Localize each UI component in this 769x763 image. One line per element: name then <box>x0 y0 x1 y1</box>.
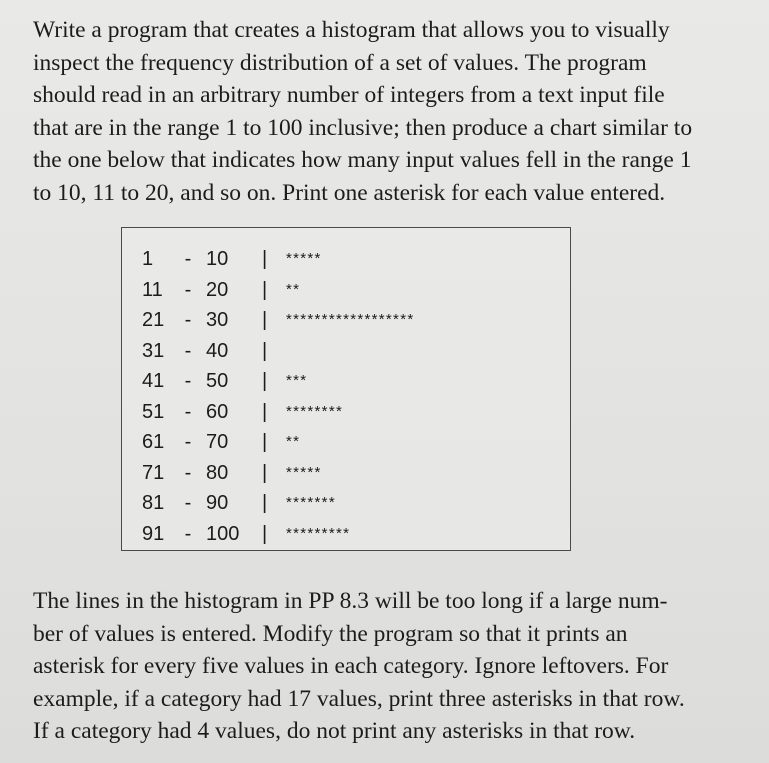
bar-separator: | <box>262 309 268 331</box>
asterisk-bar: ***** <box>286 463 322 481</box>
range-separator: - <box>184 370 192 392</box>
bar-separator: | <box>262 370 268 392</box>
bar-separator: | <box>262 339 268 362</box>
histogram-row <box>122 244 570 274</box>
asterisk-bar: ****************** <box>286 311 415 328</box>
exercise-paragraph <box>33 585 685 748</box>
histogram-row <box>122 336 570 366</box>
asterisk-bar: ** <box>286 433 301 450</box>
bar-separator: | <box>262 400 268 423</box>
range-high: 60 <box>206 400 229 423</box>
range-high: 90 <box>206 492 229 514</box>
asterisk-bar: ***** <box>286 250 322 267</box>
bar-separator: | <box>262 431 268 453</box>
range-separator: - <box>184 522 192 545</box>
exercise-line: example, if a category had 17 values, print three asterisks in that row. <box>33 685 685 712</box>
histogram-row <box>122 275 570 305</box>
bar-separator: | <box>262 278 268 301</box>
range-high: 80 <box>206 461 229 484</box>
range-high: 50 <box>206 370 229 392</box>
range-low: 11 <box>142 278 163 301</box>
range-low: 21 <box>142 309 165 331</box>
intro-line: the one below that indicates how many input values fell in the range 1 <box>33 147 692 173</box>
bar-separator: | <box>262 522 268 545</box>
range-low: 41 <box>142 370 165 392</box>
histogram-row <box>122 366 570 396</box>
histogram-row <box>122 458 570 488</box>
range-separator: - <box>184 309 192 331</box>
intro-paragraph <box>33 14 692 209</box>
histogram-row <box>122 519 570 549</box>
range-high: 100 <box>206 522 240 545</box>
histogram-row <box>122 427 570 457</box>
asterisk-bar: *** <box>286 372 308 389</box>
range-low: 71 <box>142 461 165 484</box>
range-high: 10 <box>206 248 229 270</box>
intro-line: inspect the frequency distribution of a set of values. The program <box>33 49 647 76</box>
bar-separator: | <box>262 248 268 270</box>
asterisk-bar: ********* <box>286 524 351 542</box>
intro-line: should read in an arbitrary number of integers from a text input file <box>33 82 665 108</box>
range-separator: - <box>184 431 192 453</box>
histogram-row <box>122 305 570 335</box>
exercise-line: ber of values is entered. Modify the program so that it prints an <box>33 620 628 647</box>
intro-line: Write a program that creates a histogram that allows you to visually <box>33 17 670 43</box>
range-low: 1 <box>142 248 154 270</box>
range-low: 81 <box>142 492 165 514</box>
histogram-chart-box <box>121 227 571 551</box>
exercise-line: asterisk for every five values in each category. Ignore leftovers. For <box>33 653 669 679</box>
range-high: 40 <box>206 339 229 362</box>
range-low: 91 <box>142 522 165 545</box>
asterisk-bar: ** <box>286 280 301 298</box>
range-high: 70 <box>206 431 229 453</box>
histogram-row <box>122 397 570 427</box>
range-low: 31 <box>142 339 165 362</box>
range-separator: - <box>184 400 192 423</box>
histogram-row <box>122 488 570 518</box>
range-separator: - <box>184 492 192 514</box>
asterisk-bar: ******* <box>286 494 336 511</box>
exercise-line: The lines in the histogram in PP 8.3 will be too long if a large num- <box>33 588 668 614</box>
range-high: 20 <box>206 278 229 301</box>
range-high: 30 <box>206 309 229 331</box>
range-low: 61 <box>142 431 165 453</box>
intro-line: that are in the range 1 to 100 inclusive; then produce a chart similar to <box>33 114 693 141</box>
bar-separator: | <box>262 492 268 514</box>
asterisk-bar: ******** <box>286 402 344 420</box>
range-separator: - <box>184 461 192 484</box>
exercise-line: If a category had 4 values, do not print any asterisks in that row. <box>33 718 636 744</box>
range-separator: - <box>184 248 192 270</box>
range-low: 51 <box>142 400 165 423</box>
range-separator: - <box>184 278 192 301</box>
bar-separator: | <box>262 461 268 484</box>
range-separator: - <box>184 339 192 362</box>
intro-line: to 10, 11 to 20, and so on. Print one asterisk for each value entered. <box>33 179 666 206</box>
